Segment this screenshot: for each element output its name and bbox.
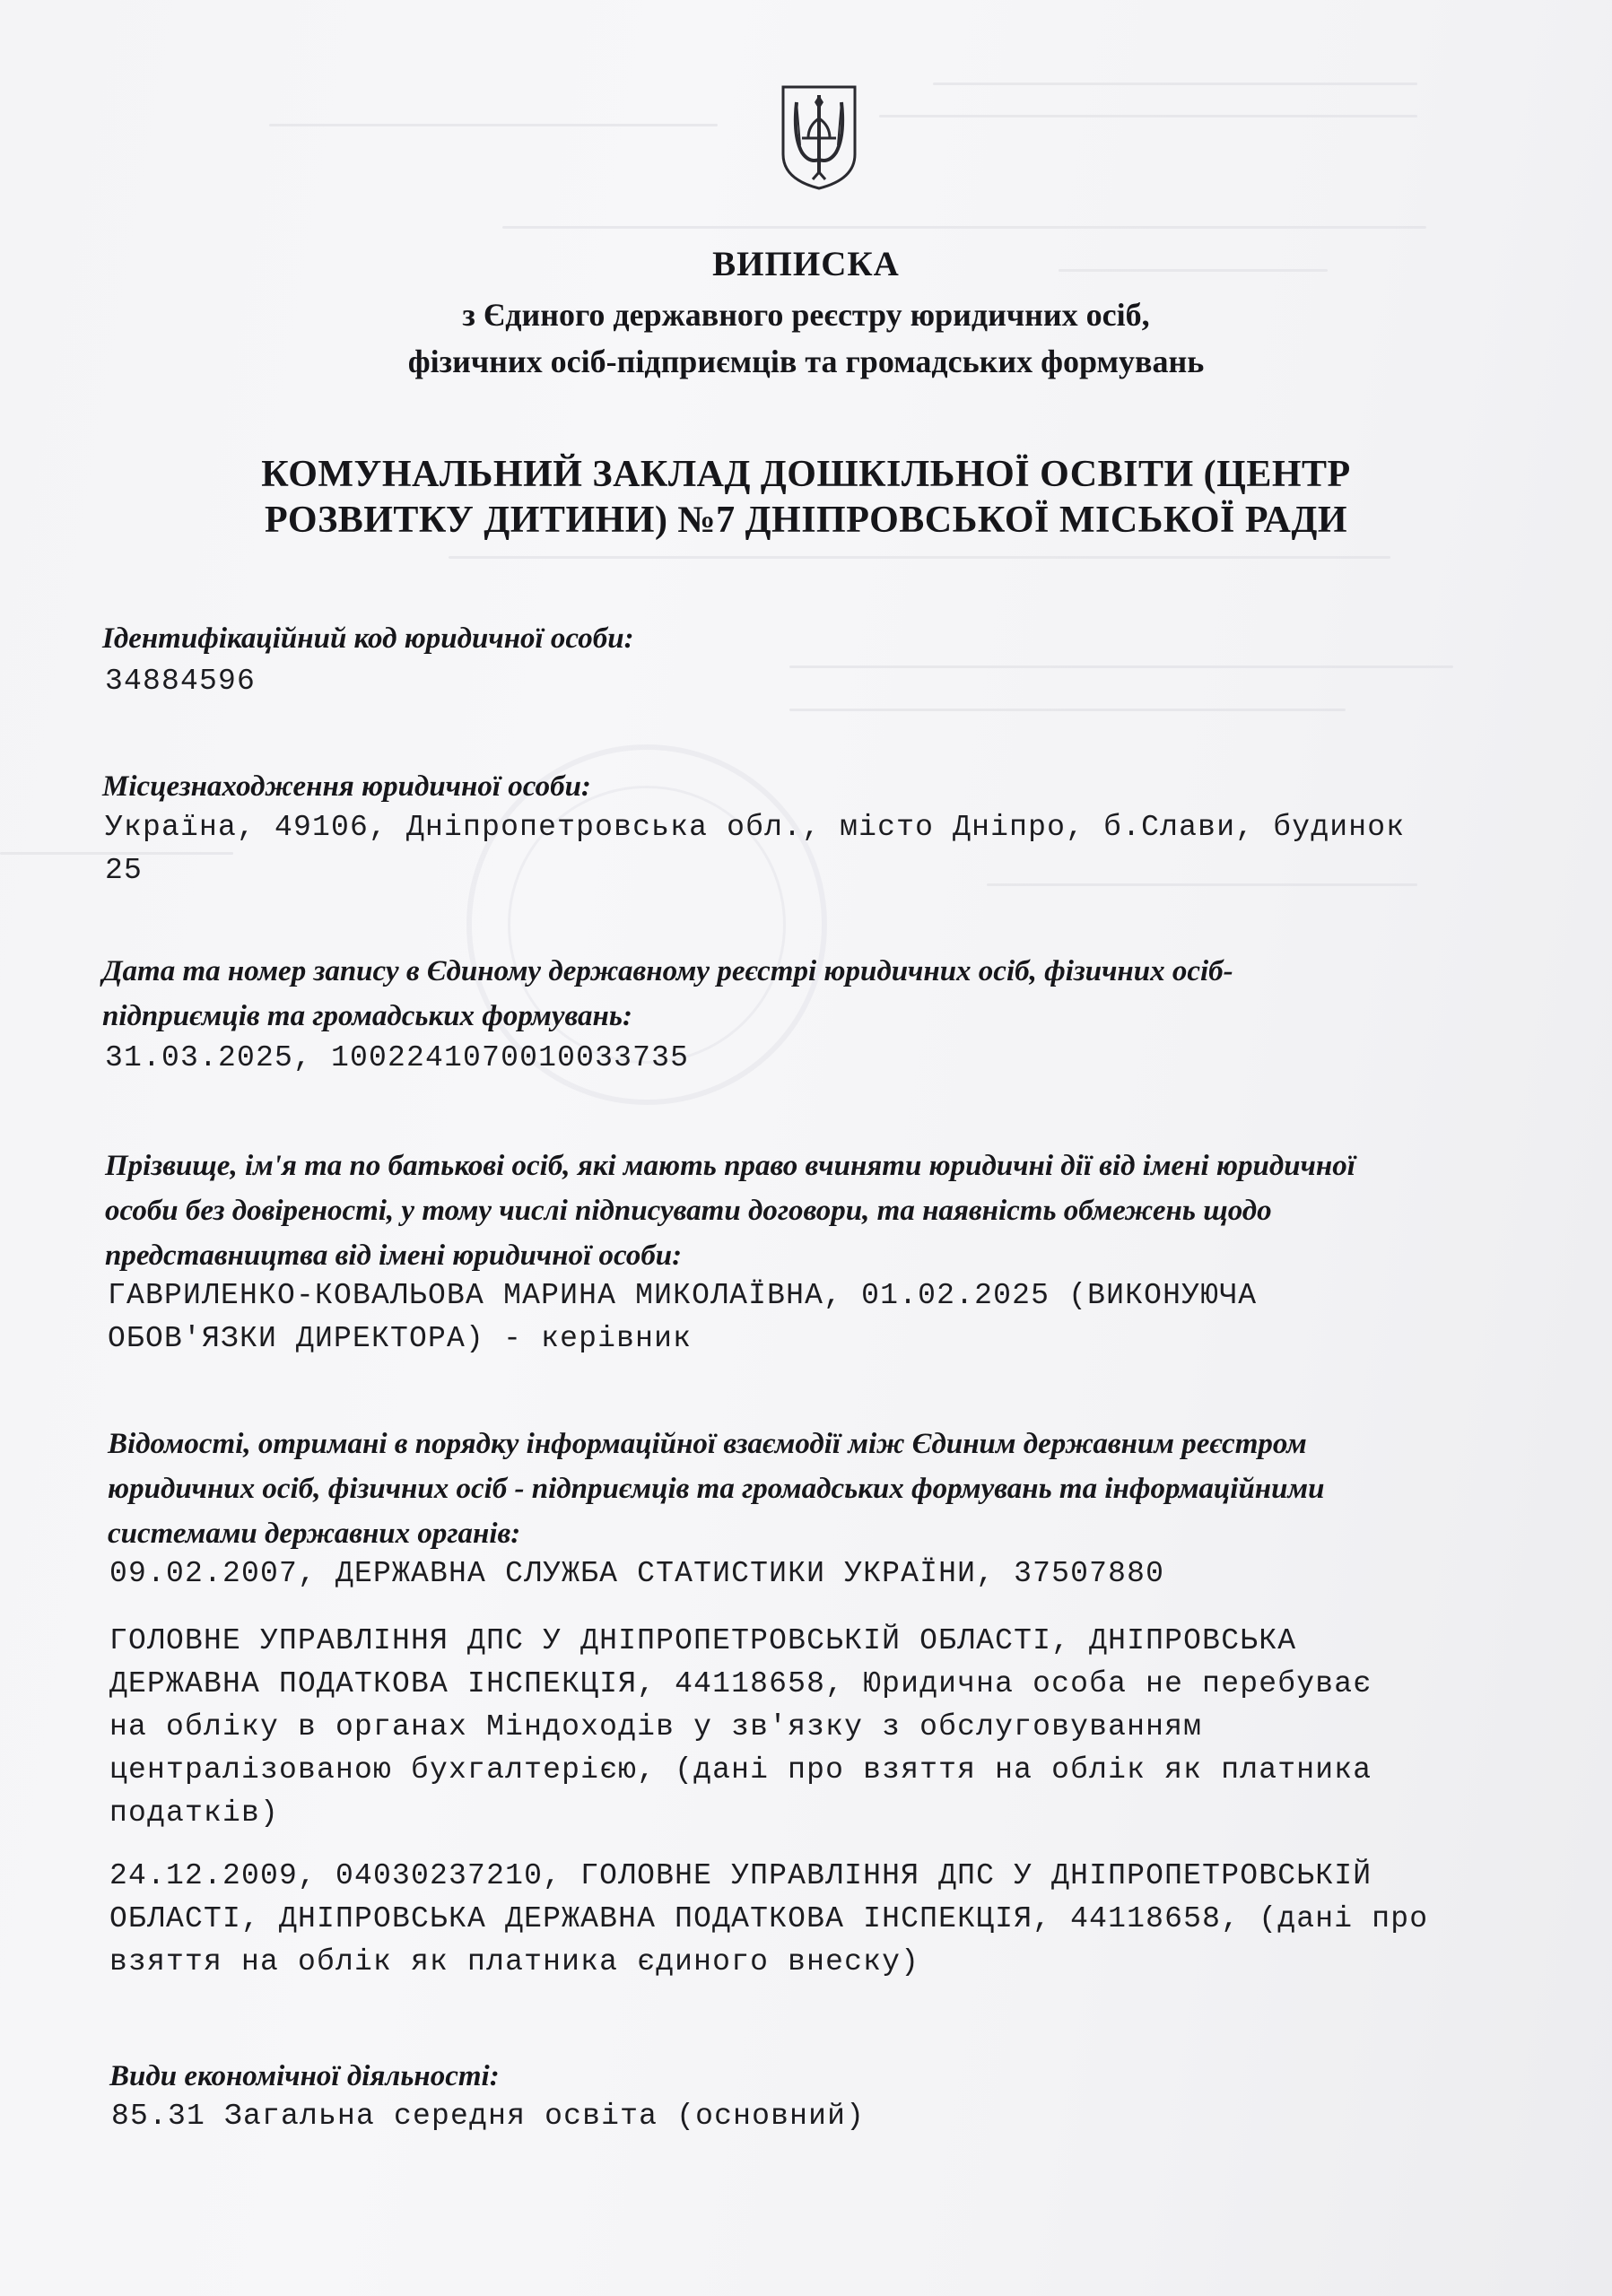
interaction-entry-2-line-3: на обліку в органах Міндоходів у зв'язку з обслуговуванням: [109, 1710, 1203, 1744]
registration-label-line-1: Дата та номер запису в Єдиному державному реєстрі юридичних осіб, фізичних осіб-: [102, 955, 1233, 987]
signatories-label-line-2: особи без довіреності, у тому числі підписувати договори, та наявність обмежень щодо: [105, 1195, 1272, 1227]
coat-of-arms-icon: [779, 83, 859, 192]
signatories-label-line-1: Прізвище, ім'я та по батькові осіб, які мають право вчиняти юридичні дії від імені юридичної: [105, 1150, 1355, 1182]
signatories-value-line-1: ГАВРИЛЕНКО-КОВАЛЬОВА МАРИНА МИКОЛАЇВНА, 01.02.2025 (ВИКОНУЮЧА: [108, 1279, 1258, 1312]
interaction-label-line-3: системами державних органів:: [108, 1518, 521, 1550]
registration-label-line-2: підприємців та громадських формувань:: [102, 1000, 632, 1032]
activities-label: Види економічної діяльності:: [109, 2060, 500, 2092]
show-through-line: [789, 665, 1453, 668]
show-through-line: [987, 883, 1417, 886]
location-value-line-1: Україна, 49106, Дніпропетровська обл., місто Дніпро, б.Слави, будинок: [105, 811, 1406, 844]
registration-value: 31.03.2025, 1002241070010033735: [105, 1041, 690, 1074]
signatories-value-line-2: ОБОВ'ЯЗКИ ДИРЕКТОРА) - керівник: [108, 1322, 693, 1355]
organization-name-line-2: РОЗВИТКУ ДИТИНИ) №7 ДНІПРОВСЬКОЇ МІСЬКОЇ РАДИ: [264, 500, 1348, 541]
show-through-line: [789, 709, 1346, 711]
interaction-entry-3-line-1: 24.12.2009, 04030237210, ГОЛОВНЕ УПРАВЛІННЯ ДПС У ДНІПРОПЕТРОВСЬКІЙ: [109, 1859, 1372, 1892]
interaction-entry-2-line-1: ГОЛОВНЕ УПРАВЛІННЯ ДПС У ДНІПРОПЕТРОВСЬКІЙ ОБЛАСТІ, ДНІПРОВСЬКА: [109, 1624, 1297, 1657]
interaction-entry-2-line-4: централізованою бухгалтерією, (дані про взяття на облік як платника: [109, 1753, 1372, 1787]
id-code-value: 34884596: [105, 665, 257, 698]
document-title: ВИПИСКА: [712, 245, 900, 283]
show-through-line: [933, 83, 1417, 85]
location-label: Місцезнаходження юридичної особи:: [102, 770, 591, 803]
show-through-line: [269, 124, 718, 126]
document-subtitle-line-1: з Єдиного державного реєстру юридичних осіб,: [462, 297, 1150, 333]
interaction-entry-3-line-2: ОБЛАСТІ, ДНІПРОВСЬКА ДЕРЖАВНА ПОДАТКОВА ІНСПЕКЦІЯ, 44118658, (дані про: [109, 1902, 1429, 1935]
signatories-label-line-3: представництва від імені юридичної особи:: [105, 1239, 683, 1272]
interaction-entry-1: 09.02.2007, ДЕРЖАВНА СЛУЖБА СТАТИСТИКИ УКРАЇНИ, 37507880: [109, 1557, 1165, 1590]
document-subtitle-line-2: фізичних осіб-підприємців та громадських формувань: [407, 344, 1205, 379]
interaction-entry-3-line-3: взяття на облік як платника єдиного внеску): [109, 1945, 920, 1979]
show-through-line: [449, 556, 1390, 559]
interaction-label-line-2: юридичних осіб, фізичних осіб - підприємців та громадських формувань та інформаційними: [108, 1473, 1325, 1505]
activities-value: 85.31 Загальна середня освіта (основний): [111, 2100, 866, 2133]
show-through-line: [879, 115, 1417, 117]
id-code-label: Ідентифікаційний код юридичної особи:: [102, 622, 634, 655]
show-through-line: [502, 226, 1426, 229]
location-value-line-2: 25: [105, 854, 144, 887]
interaction-entry-2-line-2: ДЕРЖАВНА ПОДАТКОВА ІНСПЕКЦІЯ, 44118658, Юридична особа не перебуває: [109, 1667, 1372, 1700]
interaction-label-line-1: Відомості, отримані в порядку інформаційної взаємодії між Єдиним державним реєстром: [108, 1428, 1307, 1460]
interaction-entry-2-line-5: податків): [109, 1796, 280, 1830]
organization-name-line-1: КОМУНАЛЬНИЙ ЗАКЛАД ДОШКІЛЬНОЇ ОСВІТИ (ЦЕНТР: [261, 454, 1351, 495]
